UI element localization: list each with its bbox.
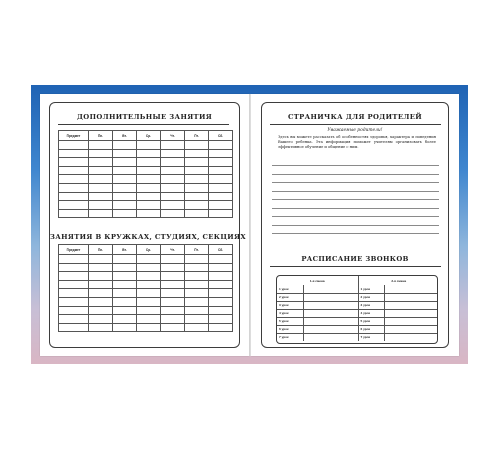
extra-classes-table: [58, 130, 233, 218]
empty-cell[interactable]: [59, 263, 89, 272]
empty-cell[interactable]: [89, 141, 113, 150]
empty-cell[interactable]: [185, 149, 209, 158]
title-separator: [58, 124, 229, 125]
empty-cell[interactable]: [113, 255, 137, 264]
empty-cell[interactable]: [89, 209, 113, 218]
empty-cell[interactable]: [59, 166, 89, 175]
time-cell[interactable]: [303, 333, 358, 341]
empty-cell[interactable]: [59, 158, 89, 167]
clubs-title: ЗАНЯТИЯ В КРУЖКАХ, СТУДИЯХ, СЕКЦИЯХ: [50, 233, 246, 241]
empty-cell[interactable]: [59, 201, 89, 210]
empty-cell[interactable]: [137, 297, 161, 306]
bell-schedule-row: [277, 285, 438, 293]
empty-cell[interactable]: [59, 323, 89, 332]
empty-cell[interactable]: [209, 183, 233, 192]
empty-cell[interactable]: [161, 263, 185, 272]
left-page-panel: [49, 102, 246, 348]
time-cell[interactable]: [384, 325, 438, 333]
column-header: Вт.: [113, 131, 137, 141]
bell-schedule-row: [277, 301, 438, 309]
empty-cell[interactable]: [113, 166, 137, 175]
writing-line[interactable]: [272, 191, 439, 192]
empty-cell[interactable]: [137, 166, 161, 175]
table-row: [59, 166, 233, 175]
lesson-label: 1 урок: [358, 285, 384, 293]
empty-cell[interactable]: [185, 263, 209, 272]
time-cell[interactable]: [303, 309, 358, 317]
lesson-label: 5 урок: [358, 317, 384, 325]
extra-classes-header-row: [59, 131, 233, 141]
empty-cell[interactable]: [89, 149, 113, 158]
empty-cell[interactable]: [185, 289, 209, 298]
empty-cell[interactable]: [185, 272, 209, 281]
column-header: Ср.: [137, 131, 161, 141]
empty-cell[interactable]: [113, 158, 137, 167]
time-cell[interactable]: [384, 333, 438, 341]
empty-cell[interactable]: [137, 141, 161, 150]
column-header: Пт.: [185, 245, 209, 255]
lesson-label: 7 урок: [277, 333, 303, 341]
empty-cell[interactable]: [113, 289, 137, 298]
lesson-label: 3 урок: [358, 301, 384, 309]
empty-cell[interactable]: [113, 297, 137, 306]
table-row: [59, 289, 233, 298]
bell-schedule-row: [277, 317, 438, 325]
empty-cell[interactable]: [113, 315, 137, 324]
empty-cell[interactable]: [137, 201, 161, 210]
time-cell[interactable]: [303, 325, 358, 333]
empty-cell[interactable]: [209, 323, 233, 332]
empty-cell[interactable]: [137, 289, 161, 298]
title-separator: [270, 266, 441, 267]
time-cell[interactable]: [303, 293, 358, 301]
column-header: Сб.: [209, 245, 233, 255]
empty-cell[interactable]: [185, 255, 209, 264]
empty-cell[interactable]: [161, 158, 185, 167]
empty-cell[interactable]: [209, 201, 233, 210]
empty-cell[interactable]: [89, 255, 113, 264]
empty-cell[interactable]: [209, 158, 233, 167]
empty-cell[interactable]: [113, 175, 137, 184]
empty-cell[interactable]: [89, 175, 113, 184]
table-row: [59, 297, 233, 306]
empty-cell[interactable]: [137, 149, 161, 158]
empty-cell[interactable]: [59, 141, 89, 150]
empty-cell[interactable]: [209, 166, 233, 175]
table-row: [59, 306, 233, 315]
parents-page-title: СТРАНИЧКА ДЛЯ РОДИТЕЛЕЙ: [287, 113, 423, 121]
empty-cell[interactable]: [209, 209, 233, 218]
bell-schedule-title: РАСПИСАНИЕ ЗВОНКОВ: [301, 255, 409, 263]
table-row: [59, 183, 233, 192]
empty-cell[interactable]: [161, 315, 185, 324]
table-row: [59, 192, 233, 201]
table-row: [59, 272, 233, 281]
writing-line[interactable]: [272, 174, 439, 175]
empty-cell[interactable]: [89, 315, 113, 324]
table-row: [59, 201, 233, 210]
bell-schedule-row: [277, 293, 438, 301]
empty-cell[interactable]: [89, 323, 113, 332]
empty-cell[interactable]: [161, 175, 185, 184]
lesson-label: 3 урок: [277, 301, 303, 309]
lesson-label: 1 урок: [277, 285, 303, 293]
empty-cell[interactable]: [185, 158, 209, 167]
table-row: [59, 280, 233, 289]
time-cell[interactable]: [384, 293, 438, 301]
empty-cell[interactable]: [161, 255, 185, 264]
empty-cell[interactable]: [89, 192, 113, 201]
empty-cell[interactable]: [161, 297, 185, 306]
table-row: [59, 141, 233, 150]
empty-cell[interactable]: [137, 192, 161, 201]
empty-cell[interactable]: [209, 149, 233, 158]
empty-cell[interactable]: [137, 306, 161, 315]
lesson-label: 4 урок: [277, 309, 303, 317]
empty-cell[interactable]: [161, 201, 185, 210]
table-row: [59, 315, 233, 324]
empty-cell[interactable]: [185, 166, 209, 175]
empty-cell[interactable]: [113, 149, 137, 158]
title-separator: [270, 124, 441, 125]
empty-cell[interactable]: [161, 192, 185, 201]
empty-cell[interactable]: [185, 201, 209, 210]
right-page: [251, 94, 459, 356]
empty-cell[interactable]: [113, 209, 137, 218]
empty-cell[interactable]: [137, 255, 161, 264]
empty-cell[interactable]: [209, 297, 233, 306]
lesson-label: 6 урок: [358, 325, 384, 333]
empty-cell[interactable]: [209, 280, 233, 289]
empty-cell[interactable]: [185, 192, 209, 201]
empty-cell[interactable]: [89, 263, 113, 272]
column-header: Чт.: [161, 131, 185, 141]
empty-cell[interactable]: [185, 141, 209, 150]
empty-cell[interactable]: [185, 209, 209, 218]
empty-cell[interactable]: [113, 306, 137, 315]
empty-cell[interactable]: [209, 306, 233, 315]
empty-cell[interactable]: [137, 323, 161, 332]
parents-greeting: Уважаемые родители!: [327, 128, 383, 133]
empty-cell[interactable]: [209, 192, 233, 201]
empty-cell[interactable]: [137, 280, 161, 289]
table-row: [59, 255, 233, 264]
writing-line[interactable]: [272, 208, 439, 209]
writing-line[interactable]: [272, 182, 439, 183]
empty-cell[interactable]: [113, 272, 137, 281]
time-cell[interactable]: [384, 317, 438, 325]
empty-cell[interactable]: [89, 166, 113, 175]
empty-cell[interactable]: [89, 201, 113, 210]
writing-line[interactable]: [272, 199, 439, 200]
empty-cell[interactable]: [59, 183, 89, 192]
empty-cell[interactable]: [185, 323, 209, 332]
empty-cell[interactable]: [89, 289, 113, 298]
empty-cell[interactable]: [185, 175, 209, 184]
column-header: Пн.: [89, 245, 113, 255]
column-header: Ср.: [137, 245, 161, 255]
empty-cell[interactable]: [137, 272, 161, 281]
empty-cell[interactable]: [161, 289, 185, 298]
empty-cell[interactable]: [59, 272, 89, 281]
empty-cell[interactable]: [113, 201, 137, 210]
empty-cell[interactable]: [161, 280, 185, 289]
empty-cell[interactable]: [89, 183, 113, 192]
time-cell[interactable]: [303, 301, 358, 309]
bell-schedule-row: [277, 309, 438, 317]
empty-cell[interactable]: [209, 315, 233, 324]
empty-cell[interactable]: [59, 209, 89, 218]
empty-cell[interactable]: [113, 263, 137, 272]
table-row: [59, 209, 233, 218]
empty-cell[interactable]: [137, 158, 161, 167]
empty-cell[interactable]: [113, 183, 137, 192]
empty-cell[interactable]: [209, 141, 233, 150]
empty-cell[interactable]: [113, 192, 137, 201]
table-row: [59, 175, 233, 184]
clubs-table: [58, 244, 233, 332]
clubs-header-row: [59, 245, 233, 255]
bell-schedule-row: [277, 333, 438, 341]
writing-line[interactable]: [272, 233, 439, 234]
lesson-label: 2 урок: [277, 293, 303, 301]
empty-cell[interactable]: [161, 209, 185, 218]
empty-cell[interactable]: [137, 315, 161, 324]
column-header: Предмет: [59, 131, 89, 141]
empty-cell[interactable]: [59, 306, 89, 315]
empty-cell[interactable]: [137, 263, 161, 272]
empty-cell[interactable]: [113, 280, 137, 289]
time-cell[interactable]: [384, 285, 438, 293]
empty-cell[interactable]: [161, 149, 185, 158]
column-header: Предмет: [59, 245, 89, 255]
empty-cell[interactable]: [59, 149, 89, 158]
column-header: Чт.: [161, 245, 185, 255]
empty-cell[interactable]: [59, 175, 89, 184]
empty-cell[interactable]: [59, 255, 89, 264]
table-row: [59, 323, 233, 332]
empty-cell[interactable]: [89, 297, 113, 306]
empty-cell[interactable]: [161, 272, 185, 281]
empty-cell[interactable]: [209, 175, 233, 184]
empty-cell[interactable]: [185, 183, 209, 192]
empty-cell[interactable]: [59, 280, 89, 289]
column-header: Сб.: [209, 131, 233, 141]
empty-cell[interactable]: [185, 280, 209, 289]
empty-cell[interactable]: [161, 323, 185, 332]
parents-intro-text: Здесь вы можете рассказать об особенностях здоровья, характера и поведения Вашего ребенка. Эта информация поможет учителям организовать более эффективное обучение и общение с ним.: [278, 135, 436, 150]
empty-cell[interactable]: [137, 175, 161, 184]
empty-cell[interactable]: [185, 297, 209, 306]
table-row: [59, 263, 233, 272]
empty-cell[interactable]: [209, 255, 233, 264]
bell-schedule-table: [276, 275, 438, 344]
time-cell[interactable]: [303, 317, 358, 325]
empty-cell[interactable]: [185, 306, 209, 315]
empty-cell[interactable]: [185, 315, 209, 324]
time-cell[interactable]: [384, 309, 438, 317]
lesson-label: 6 урок: [277, 325, 303, 333]
shift-1-label: 1-я смена: [277, 276, 358, 285]
lesson-label: 4 урок: [358, 309, 384, 317]
empty-cell[interactable]: [209, 263, 233, 272]
table-row: [59, 158, 233, 167]
lesson-label: 5 урок: [277, 317, 303, 325]
time-cell[interactable]: [303, 285, 358, 293]
empty-cell[interactable]: [137, 183, 161, 192]
extra-classes-title: ДОПОЛНИТЕЛЬНЫЕ ЗАНЯТИЯ: [76, 113, 213, 121]
empty-cell[interactable]: [209, 272, 233, 281]
writing-line[interactable]: [272, 216, 439, 217]
writing-line[interactable]: [272, 225, 439, 226]
empty-cell[interactable]: [89, 306, 113, 315]
empty-cell[interactable]: [59, 297, 89, 306]
column-header: Пт.: [185, 131, 209, 141]
shift-2-label: 2-я смена: [391, 278, 407, 283]
empty-cell[interactable]: [161, 183, 185, 192]
time-cell[interactable]: [384, 301, 438, 309]
empty-cell[interactable]: [59, 315, 89, 324]
empty-cell[interactable]: [137, 209, 161, 218]
empty-cell[interactable]: [89, 272, 113, 281]
empty-cell[interactable]: [89, 158, 113, 167]
empty-cell[interactable]: [161, 166, 185, 175]
empty-cell[interactable]: [209, 289, 233, 298]
lesson-label: 7 урок: [358, 333, 384, 341]
bell-schedule-row: [277, 325, 438, 333]
column-header: Вт.: [113, 245, 137, 255]
empty-cell[interactable]: [59, 192, 89, 201]
column-header: Пн.: [89, 131, 113, 141]
writing-line[interactable]: [272, 165, 439, 166]
empty-cell[interactable]: [113, 141, 137, 150]
right-page-panel: [261, 102, 449, 348]
empty-cell[interactable]: [89, 280, 113, 289]
empty-cell[interactable]: [161, 141, 185, 150]
empty-cell[interactable]: [113, 323, 137, 332]
table-row: [59, 149, 233, 158]
empty-cell[interactable]: [161, 306, 185, 315]
left-page: [40, 94, 249, 356]
lesson-label: 2 урок: [358, 293, 384, 301]
bell-schedule-header-row: [277, 276, 438, 285]
empty-cell[interactable]: [59, 289, 89, 298]
